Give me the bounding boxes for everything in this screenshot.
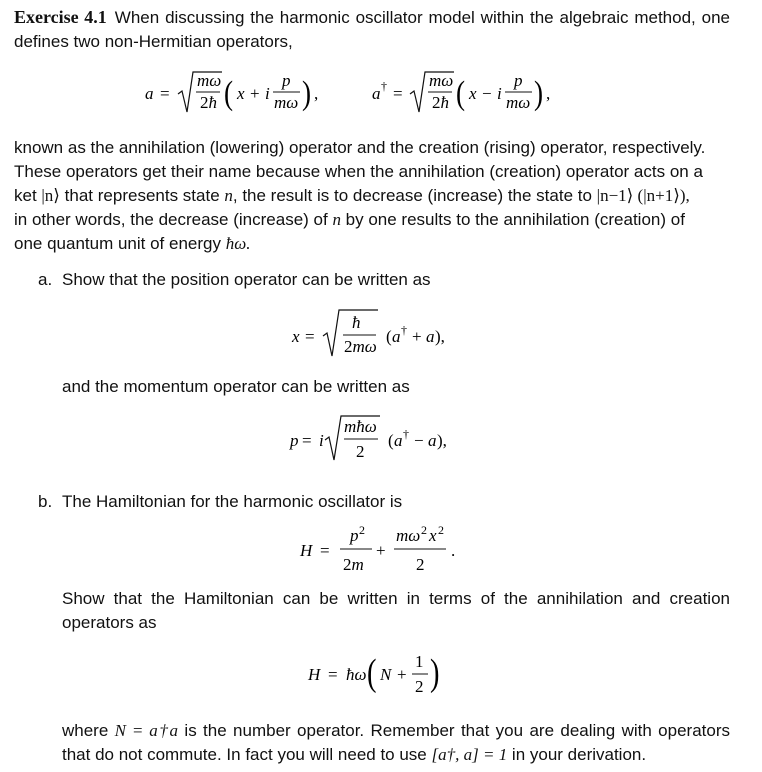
position-operator-equation [288,306,488,362]
svg-text:=: = [328,665,338,684]
svg-text:=: = [305,327,315,346]
ladder-operators-equation [140,66,600,122]
item-b-label: b. [38,492,53,511]
explanation-line-1: known as the annihilation (lowering) operator and the creation (rising) operator, respectively. [14,138,706,157]
svg-text:mω: mω [274,93,299,112]
svg-text:p: p [514,71,523,90]
svg-text:a: a [428,431,437,450]
momentum-operator-equation [288,410,488,466]
svg-text:=: = [302,431,312,450]
math-n: n [332,210,341,229]
math-n: n [224,186,233,205]
svg-text:.: . [451,541,456,560]
text-run: ket [14,186,42,205]
svg-text:2: 2 [415,677,424,696]
svg-text:2: 2 [438,523,444,537]
item-a-text-1: Show that the position operator can be written as [62,270,431,289]
svg-text:a: a [372,84,381,103]
text-run: is the number operator. Remember that you are dealing with operators that do not commute. In fact you will need to use [62,721,730,764]
svg-text:N: N [380,665,392,684]
svg-text:),: ), [435,327,445,346]
svg-text:mω: mω [506,93,531,112]
svg-text:p: p [350,526,359,545]
svg-text:),: ), [437,431,447,450]
item-a-label: a. [38,270,53,289]
svg-text:2m: 2m [343,555,364,574]
svg-text:2ħ: 2ħ [432,93,449,112]
svg-text:−: − [414,431,424,450]
exercise-label: Exercise 4.1 [14,7,107,27]
svg-text:ħω: ħω [346,665,367,684]
svg-text:(: ( [224,74,234,112]
svg-text:†: † [381,79,387,93]
svg-text:x: x [429,526,437,545]
text-run: in your derivation. [507,745,647,764]
svg-text:p: p [282,71,291,90]
svg-text:+: + [250,84,260,103]
svg-text:2: 2 [356,442,365,461]
svg-text:H: H [308,665,321,684]
svg-text:−: − [482,84,492,103]
svg-text:a: a [145,84,154,103]
svg-text:†: † [401,323,407,337]
ket-n-plus-1: (|n+1⟩), [633,186,690,205]
svg-text:+: + [412,327,422,346]
svg-text:ħ: ħ [352,313,361,332]
svg-text:†: † [403,427,409,441]
svg-text:mħω: mħω [344,417,377,436]
ket-n-minus-1: |n−1⟩ [596,186,634,205]
text-run: where [62,721,115,740]
svg-text:2ħ: 2ħ [200,93,217,112]
number-operator-def: N = a†a [114,721,179,740]
svg-text:a: a [394,431,403,450]
item-b-text-1: The Hamiltonian for the harmonic oscillator is [62,492,403,511]
svg-text:=: = [393,84,403,103]
explanation-line-3 [14,184,730,208]
svg-text:=: = [320,541,330,560]
svg-text:): ) [302,74,312,112]
item-b-text-3 [62,719,730,767]
svg-text:): ) [534,74,544,112]
hamiltonian-equation [296,520,476,578]
svg-text:2mω: 2mω [344,337,377,356]
item-b-text-2: Show that the Hamiltonian can be written in terms of the annihilation and creation operators as [62,589,730,632]
svg-text:i: i [265,84,270,103]
svg-text:): ) [430,652,440,695]
hamiltonian-ladder-equation [304,648,474,704]
operators-explanation [14,136,730,256]
svg-text:1: 1 [415,652,424,671]
svg-text:(: ( [367,652,377,695]
svg-text:+: + [397,665,407,684]
exercise-intro-text: When discussing the harmonic oscillator model within the algebraic method, one defines two non-Hermitian operators, [14,8,730,51]
svg-text:,: , [546,84,551,103]
text-run: by one results to the annihilation (creation) of [340,210,685,229]
text-run: in other words, the decrease (increase) of [14,210,333,229]
svg-text:H: H [300,541,313,560]
item-a-text-2: and the momentum operator can be written as [62,377,410,396]
svg-text:2: 2 [416,555,425,574]
svg-text:,: , [314,84,319,103]
svg-text:mω: mω [396,526,421,545]
commutator: [a†, a] = 1 [431,745,508,764]
svg-text:i: i [497,84,502,103]
svg-text:(: ( [388,431,394,450]
text-run: , the result is to decrease (increase) the state to [232,186,597,205]
svg-text:a: a [392,327,401,346]
ket-n: |n⟩ [41,186,60,205]
svg-text:=: = [160,84,170,103]
exercise-intro [14,5,730,54]
svg-text:mω: mω [197,71,222,90]
explanation-line-4 [14,208,730,232]
svg-text:2: 2 [421,523,427,537]
svg-text:(: ( [456,74,466,112]
svg-text:+: + [376,541,386,560]
svg-text:x: x [292,327,300,346]
svg-text:(: ( [386,327,392,346]
svg-text:x: x [237,84,245,103]
svg-text:x: x [469,84,477,103]
explanation-line-5 [14,232,730,256]
svg-text:a: a [426,327,435,346]
explanation-line-2: These operators get their name because when the annihilation (creation) operator acts on a [14,162,703,181]
svg-text:p: p [290,431,299,450]
text-run: one quantum unit of energy [14,234,226,253]
svg-text:2: 2 [359,523,365,537]
svg-text:mω: mω [429,71,454,90]
math-hbar-omega: ħω. [225,234,251,253]
svg-text:i: i [319,431,324,450]
text-run: that represents state [59,186,225,205]
